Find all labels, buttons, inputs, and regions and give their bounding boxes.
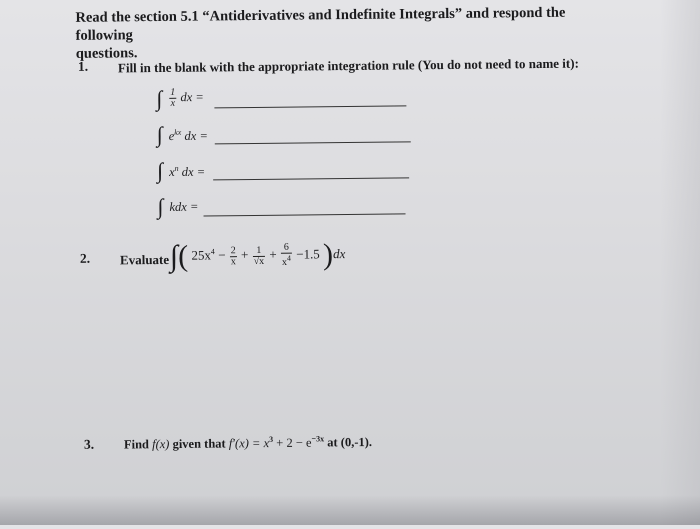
integral-sign: ∫ [169, 239, 179, 273]
answer-blank-1[interactable] [214, 105, 406, 108]
question-2-number: 2. [79, 250, 91, 266]
question-1-number: 1. [77, 58, 89, 74]
rule-reciprocal: ∫ $\frac{1}{x}$ dx = [156, 87, 416, 116]
instructions-line-2: questions. [75, 45, 138, 62]
integral-sign: ∫ [157, 193, 164, 220]
answer-blank-3[interactable] [213, 177, 409, 180]
question-1-text: Fill in the blank with the appropriate integration rule (You do not need to name it): [117, 55, 579, 76]
instructions-header [75, 3, 616, 63]
answer-blank-2[interactable] [215, 141, 411, 144]
integral-sign: ∫ [156, 121, 163, 148]
fraction: $\frac{1}{√x}$ [253, 244, 265, 267]
question-2-label: Evaluate [119, 251, 170, 268]
instructions-line-1: Read the section 5.1 “Antiderivatives and Indefinite Integrals” and respond the following [75, 4, 566, 44]
question-3-number: 3. [83, 436, 95, 452]
page-edge-shading [660, 0, 700, 525]
integral-sign: ∫ [156, 157, 164, 184]
fraction: $\frac{6}{x^4}$ [281, 241, 292, 269]
rule-power: ∫ $x^n$ dx = [157, 159, 417, 188]
question-3-text: Find f(x) given that $f'(x) = x^3 + 2 - e^{-3x}$ at (0,-1). [123, 434, 373, 452]
rule-exponential: ∫ $e^{kx}$ dx = [157, 123, 417, 152]
integral-sign: ∫ [156, 85, 163, 112]
answer-blank-4[interactable] [204, 213, 406, 216]
fraction: $\frac{2}{x}$ [230, 244, 236, 267]
fraction: $\frac{1}{x}$ [170, 86, 176, 109]
question-2-integral: ∫( $25x^4$ − $\frac{2}{x}$ + $\frac{1}{√x}$ + $\frac{6}{x^4}$ −1.5 )dx [169, 238, 346, 273]
bottom-shadow [0, 495, 700, 525]
rule-constant: ∫ kdx = [157, 195, 417, 224]
